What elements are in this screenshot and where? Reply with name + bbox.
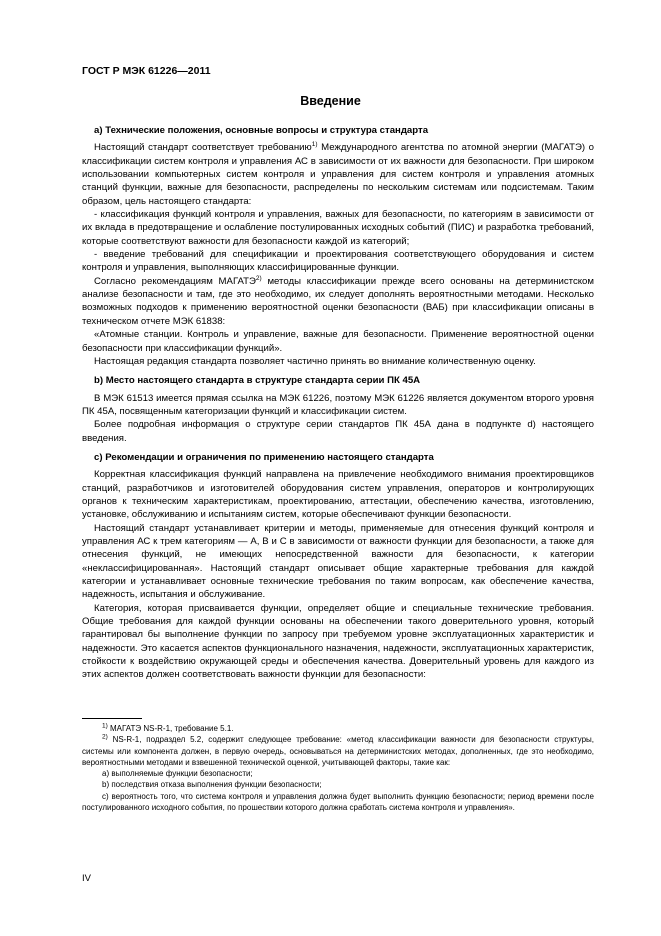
paragraph — [82, 141, 594, 208]
text: Согласно рекомендациям МАГАТЭ — [94, 275, 256, 287]
footnote-item: a) выполняемые функции безопасности; — [102, 769, 253, 779]
paragraph: Категория, которая присваивается функции, определяет общие и специальные технические требования. Общие требования для каждой функции основаны на обеспечении такого доверительного уровня, который гарантировал бы выполнение функции по запросу при требуемом уровне эксплуатационных характеристик и надежности. Это касается аспектов функционального назначения, надежности, эксплуатационных характеристик, стойкости к воздействию окружающей среды и обеспечения качества. Доверительный уровень для каждого из этих аспектов должен соответствовать важности функции для безопасности: — [82, 602, 594, 681]
footnote-item: c) вероятность того, что система контроля и управления должна будет выполнить функцию безопасности; период времени после постулированного исходного события, по прошествии которого должна сработать система контроля и управления». — [82, 791, 594, 813]
footnote-ref: 1) — [311, 141, 318, 149]
footnote-mark: 2) — [102, 733, 108, 741]
page-title: Введение — [300, 94, 361, 108]
footnote-divider — [82, 718, 142, 719]
text: Настоящий стандарт соответствует требованию — [94, 142, 312, 154]
paragraph: В МЭК 61513 имеется прямая ссылка на МЭК 61226, поэтому МЭК 61226 является документом второго уровня ПК 45А, посвященным категоризации функций и классификации систем. — [82, 392, 594, 417]
document-header: ГОСТ Р МЭК 61226—2011 — [82, 65, 211, 77]
list-item: - классификация функций контроля и управления, важных для безопасности, по категориям в зависимости от их вклада в предотвращение и ослабление постулированных исходных событий (ПИС) и разработка требований, которые соответствуют важности для безопасности каждой из категорий; — [82, 209, 594, 247]
text: NS-R-1, подраздел 5.2, содержит следующее требование: «метод классификации важности для безопасности структуры, системы или компонента должен, в первую очередь, основываться на детерминистских методах, дополненных, где это необходимо, вероятностными методами и взвешенной технической оценкой, учитывающей факторы, такие как: — [82, 735, 594, 767]
section-a-heading: a) Технические положения, основные вопросы и структура стандарта — [94, 125, 429, 136]
footnote-mark: 1) — [102, 722, 108, 730]
page-number: IV — [82, 873, 91, 884]
text: МАГАТЭ NS-R-1, требование 5.1. — [107, 724, 234, 733]
quote: «Атомные станции. Контроль и управление, важные для безопасности. Применение вероятностной оценки безопасности при классификации функций». — [82, 329, 594, 354]
footnote-item: b) последствия отказа выполнения функции безопасности; — [102, 780, 322, 790]
paragraph: Настоящий стандарт устанавливает критерии и методы, применяемые для отнесения функций контроля и управления АС к трем категориям — А, В и С в зависимости от важности функции для безопасности, а также для отнесения функций, не имеющих непосредственной важности для безопасности, к категории «неклассифицированная». Настоящий стандарт описывает общие характерные требования для каждой категории и устанавливает основные технические требования по таким вопросам, как обеспечение качества, надежность, испытания и обслуживание. — [82, 522, 594, 601]
footnote-ref: 2) — [255, 274, 262, 282]
footnotes — [82, 723, 594, 813]
footnote — [82, 734, 594, 768]
footnote — [82, 723, 594, 734]
text: методы классификации прежде всего основаны на детерминистском анализе безопасности и там, где это необходимо, их следует дополнять вероятностными методами. Несколько возможных подходов к применению вероятностной оценки безопасности (ВАБ) при классификации описаны в техническом отчете МЭК 61838: — [82, 275, 594, 327]
list-item: - введение требований для спецификации и проектирования соответствующего оборудования и систем контроля и управления, выполняющих классифицированные функции. — [82, 249, 594, 274]
paragraph: Более подробная информация о структуре серии стандартов ПК 45А дана в подпункте d) настоящего введения. — [82, 419, 594, 444]
text: Международного агентства по атомной энергии (МАГАТЭ) о классификации систем контроля и управления АС в зависимости от их важности для безопасности. При широком использовании компьютерных систем контроля и управления для систем контроля и управления атомных станций функции, важные для безопасности, распределены по нескольким системам или подсистемам. Таким образом, цель настоящего стандарта: — [82, 142, 594, 207]
paragraph: Настоящая редакция стандарта позволяет частично принять во внимание количественную оценку. — [94, 355, 536, 367]
body-text — [82, 124, 594, 682]
paragraph — [82, 275, 594, 328]
section-c-heading: c) Рекомендации и ограничения по применению настоящего стандарта — [94, 451, 434, 463]
section-b-heading: b) Место настоящего стандарта в структуре стандарта серии ПК 45А — [94, 375, 421, 387]
paragraph: Корректная классификация функций направлена на привлечение необходимого внимания проектировщиков станций, разработчиков и изготовителей оборудования систем управления, операторов и контролирующих органов к техническим характеристикам, проектированию, аттестации, обеспечению качества, изготовлению, установке, обслуживанию и испытаниям систем, которые обеспечивают функции безопасности. — [82, 469, 594, 521]
